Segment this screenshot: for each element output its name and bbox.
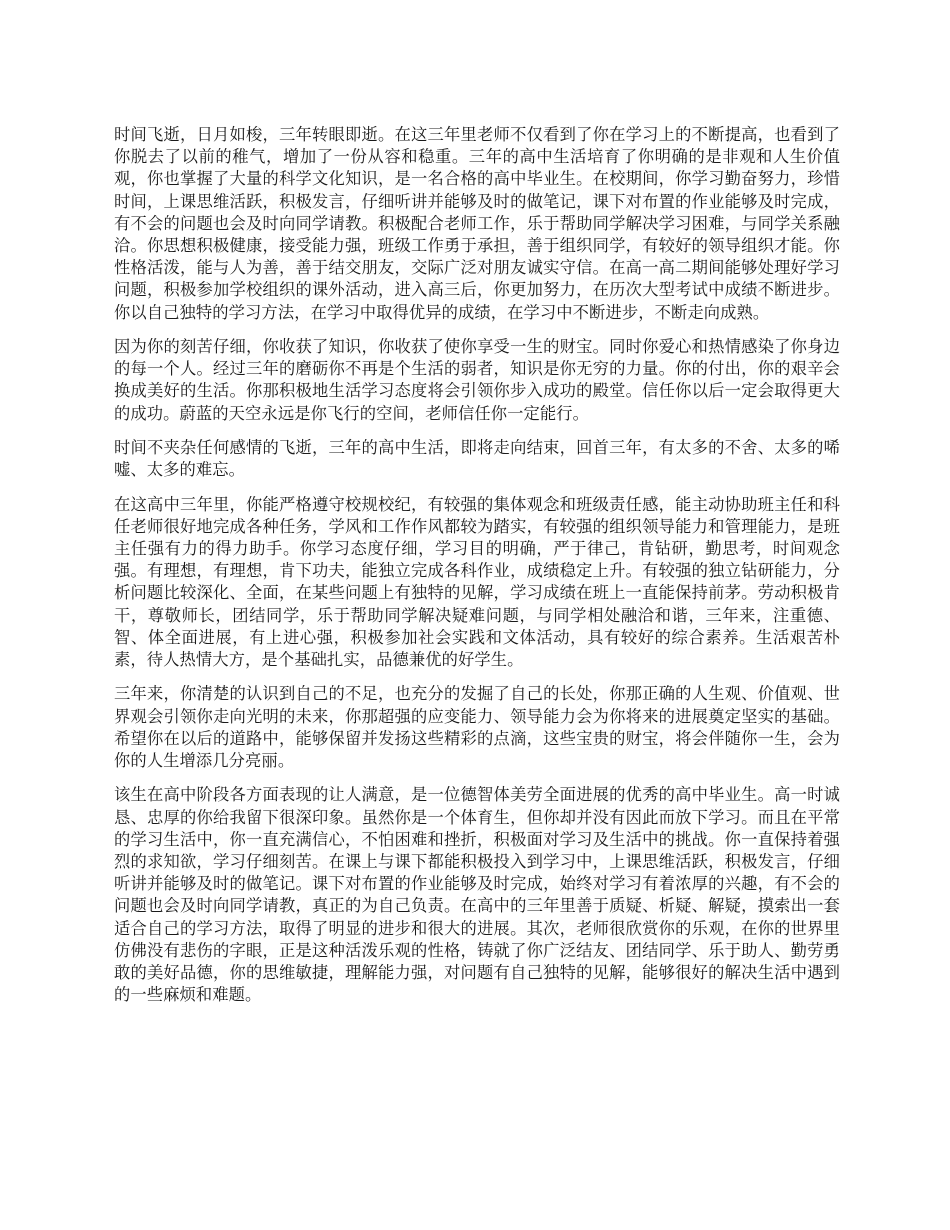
paragraph-6: 该生在高中阶段各方面表现的让人满意，是一位德智体美劳全面进展的优秀的高中毕业生。高一时诚恳、忠厚的你给我留下很深印象。虽然你是一个体育生，但你却并没有因此而放下学习。而且在平常的学习生活中，你一直充满信心，不怕困难和挫折，积极面对学习及生活中的挑战。你一直保持着强烈的求知欲，学习仔细刻苦。在课上与课下都能积极投入到学习中，上课思维活跃，积极发言，仔细听讲并能够及时的做笔记。课下对布置的作业能够及时完成，始终对学习有着浓厚的兴趣，有不会的问题也会及时向同学请教，真正的为自己负责。在高中的三年里善于质疑、析疑、解疑，摸索出一套适合自己的学习方法，取得了明显的进步和很大的进展。其次，老师很欣赏你的乐观，在你的世界里仿佛没有悲伤的字眼，正是这种活泼乐观的性格，铸就了你广泛结友、团结同学、乐于助人、勤劳勇敢的美好品德，你的思维敏捷，理解能力强，对问题有自己独特的见解，能够很好的解决生活中遇到的一些麻烦和难题。: [114, 785, 840, 1005]
document-body: [114, 124, 840, 1019]
paragraph-1: 时间飞逝，日月如梭，三年转眼即逝。在这三年里老师不仅看到了你在学习上的不断提高，也看到了你脱去了以前的稚气，增加了一份从容和稳重。三年的高中生活培育了你明确的是非观和人生价值观，你也掌握了大量的科学文化知识，是一名合格的高中毕业生。在校期间，你学习勤奋努力，珍惜时间，上课思维活跃，积极发言，仔细听讲并能够及时的做笔记，课下对布置的作业能够及时完成，有不会的问题也会及时向同学请教。积极配合老师工作，乐于帮助同学解决学习困难，与同学关系融洽。你思想积极健康，接受能力强，班级工作勇于承担，善于组织同学，有较好的领导组织才能。你性格活泼，能与人为善，善于结交朋友，交际广泛对朋友诚实守信。在高一高二期间能够处理好学习问题，积极参加学校组织的课外活动，进入高三后，你更加努力，在历次大型考试中成绩不断进步。你以自己独特的学习方法，在学习中取得优异的成绩，在学习中不断进步，不断走向成熟。: [114, 125, 840, 322]
paragraph-4: 在这高中三年里，你能严格遵守校规校纪，有较强的集体观念和班级责任感，能主动协助班主任和科任老师很好地完成各种任务，学风和工作作风都较为踏实，有较强的组织领导能力和管理能力，是班主任强有力的得力助手。你学习态度仔细，学习目的明确，严于律己，肯钻研，勤思考，时间观念强。有理想，有理想，肯下功夫，能独立完成各科作业，成绩稳定上升。有较强的独立钻研能力，分析问题比较深化、全面，在某些问题上有独特的见解，学习成绩在班上一直能保持前茅。劳动积极肯干，尊敬师长，团结同学，乐于帮助同学解决疑难问题，与同学相处融洽和谐，三年来，注重德、智、体全面进展，有上进心强，积极参加社会实践和文体活动，具有较好的综合素养。生活艰苦朴素，待人热情大方，是个基础扎实，品德兼优的好学生。: [114, 494, 840, 670]
paragraph-3: 时间不夹杂任何感情的飞逝，三年的高中生活，即将走向结束，回首三年，有太多的不舍、太多的唏嘘、太多的难忘。: [114, 438, 840, 480]
paragraph-5: 三年来，你清楚的认识到自己的不足，也充分的发掘了自己的长处，你那正确的人生观、价值观、世界观会引领你走向光明的未来，你那超强的应变能力、领导能力会为你将来的进展奠定坚实的基础。希望你在以后的道路中，能够保留并发扬这些精彩的点滴，这些宝贵的财宝，将会伴随你一生，会为你的人生增添几分亮丽。: [114, 684, 840, 771]
paragraph-2: 因为你的刻苦仔细，你收获了知识，你收获了使你享受一生的财宝。同时你爱心和热情感染了你身边的每一个人。经过三年的磨砺你不再是个生活的弱者，知识是你无穷的力量。你的付出，你的艰辛会换成美好的生活。你那积极地生活学习态度将会引领你步入成功的殿堂。信任你以后一定会取得更大的成功。蔚蓝的天空永远是你飞行的空间，老师信任你一定能行。: [114, 337, 840, 423]
